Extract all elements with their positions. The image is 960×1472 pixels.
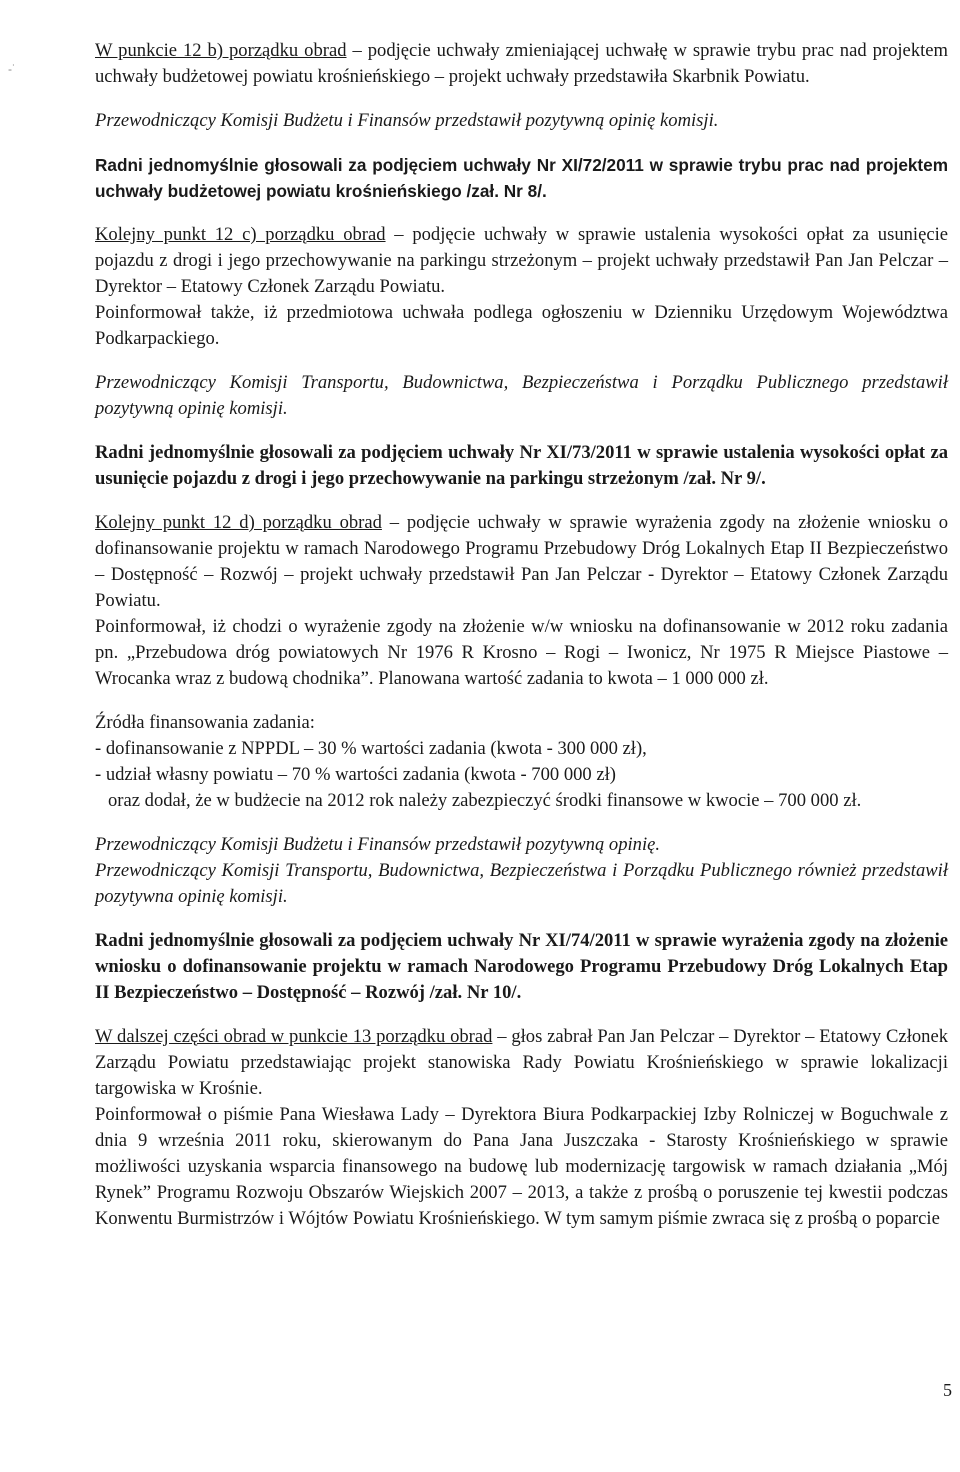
paragraph-text: Poinformował, iż chodzi o wyrażenie zgody na złożenie w/w wniosku na dofinansowanie w 2012 roku zadania pn. „Przebudowa dróg powiatowych Nr 1976 R Krosno – Rogi – Iwonicz, Nr 1975 R Miejsce Piastowe – Wrocanka wraz z budową chodnika”. Planowana wartość zadania to kwota – 1 000 000 zł. xyxy=(95,616,948,689)
paragraph-text: – głos zabrał Pan Jan Pelczar – Dyrektor – Etatowy Członek Zarządu Powiatu przedstawiając projekt stanowiska Rady Powiatu Krośnieńskiego w sprawie lokalizacji targowiska w Krośnie. xyxy=(95,1026,948,1099)
paragraph-text: Poinformował także, iż przedmiotowa uchwała podlega ogłoszeniu w Dzienniku Urzędowym Województwa Podkarpackiego. xyxy=(95,302,948,349)
resolution-vote: Radni jednomyślnie głosowali za podjęciem uchwały Nr XI/73/2011 w sprawie ustalenia wysokości opłat za usunięcie pojazdu z drogi i jego przechowywanie na parkingu strzeżonym /zał. Nr 9/. xyxy=(95,442,948,489)
agenda-item-reference: Kolejny punkt 12 d) porządku obrad xyxy=(95,512,382,533)
resolution-vote: Radni jednomyślnie głosowali za podjęciem uchwały Nr XI/74/2011 w sprawie wyrażenia zgody na złożenie wniosku o dofinansowanie projektu w ramach Narodowego Programu Przebudowy Dróg Lokalnych Etap II Bezpieczeństwo – Dostępność – Rozwój /zał. Nr 10/. xyxy=(95,930,948,1003)
paragraph-item-12b xyxy=(95,38,948,90)
paragraph-item-12d xyxy=(95,510,948,614)
resolution-vote: Radni jednomyślnie głosowali za podjęciem uchwały Nr XI/72/2011 w sprawie trybu prac nad projektem uchwały budżetowej powiatu krośnieńskiego /zał. Nr 8/. xyxy=(95,155,948,201)
committee-opinion: Przewodniczący Komisji Budżetu i Finansów przedstawił pozytywną opinię. xyxy=(95,834,661,855)
paragraph-text: Poinformował o piśmie Pana Wiesława Lady – Dyrektora Biura Podkarpackiej Izby Rolniczej w Boguchwale z dnia 9 września 2011 roku, skierowanym do Pana Jana Juszczaka - Starosty Krośnieńskiego w sprawie możliwości uzyskania wsparcia finansowego na budowę lub modernizację targowisk w ramach działania „Mój Rynek” Programu Rozwoju Obszarów Wiejskich 2007 – 2013, a także z prośbą o poruszenie tej kwestii podczas Konwentu Burmistrzów i Wójtów Powiatu Krośnieńskiego. W tym samym piśmie zwraca się z prośbą o poparcie xyxy=(95,1104,948,1229)
document-body xyxy=(95,38,948,1232)
agenda-item-reference: W punkcie 12 b) porządku obrad xyxy=(95,40,347,61)
page-number: 5 xyxy=(943,1380,952,1400)
paragraph-text: – podjęcie uchwały w sprawie ustalenia wysokości opłat za usunięcie pojazdu z drogi i jego przechowywanie na parkingu strzeżonym – projekt uchwały przedstawił Pan Jan Pelczar – Dyrektor – Etatowy Członek Zarządu Powiatu. xyxy=(95,224,949,297)
committee-opinion: Przewodniczący Komisji Transportu, Budownictwa, Bezpieczeństwa i Porządku Publicznego przedstawił pozytywną opinię komisji. xyxy=(95,372,948,419)
paragraph-item-12c xyxy=(95,222,948,300)
paragraph-item-13 xyxy=(95,1024,948,1102)
funding-item: - dofinansowanie z NPPDL – 30 % wartości zadania (kwota - 300 000 zł), xyxy=(95,738,647,759)
agenda-item-reference: Kolejny punkt 12 c) porządku obrad xyxy=(95,224,386,245)
agenda-item-reference: W dalszej części obrad w punkcie 13 porządku obrad xyxy=(95,1026,493,1047)
funding-note: oraz dodał, że w budżecie na 2012 rok należy zabezpieczyć środki finansowe w kwocie – 700 000 zł. xyxy=(108,790,862,811)
committee-opinion: Przewodniczący Komisji Budżetu i Finansów przedstawił pozytywną opinię komisji. xyxy=(95,110,719,131)
paragraph-text: – podjęcie uchwały w sprawie wyrażenia zgody na złożenie wniosku o dofinansowanie projektu w ramach Narodowego Programu Przebudowy Dróg Lokalnych Etap II Bezpieczeństwo – Dostępność – Rozwój – projekt uchwały przedstawił Pan Jan Pelczar - Dyrektor – Etatowy Członek Zarządu Powiatu. xyxy=(95,512,948,611)
paragraph-text: – podjęcie uchwały zmieniającej uchwałę w sprawie trybu prac nad projektem uchwały budżetowej powiatu krośnieńskiego – projekt uchwały przedstawiła Skarbnik Powiatu. xyxy=(95,40,948,87)
scan-artifact: -˙ xyxy=(8,62,16,76)
funding-heading: Źródła finansowania zadania: xyxy=(95,712,315,733)
committee-opinion: Przewodniczący Komisji Transportu, Budownictwa, Bezpieczeństwa i Porządku Publicznego również przedstawił pozytywna opinię komisji. xyxy=(95,860,948,907)
funding-item: - udział własny powiatu – 70 % wartości zadania (kwota - 700 000 zł) xyxy=(95,764,616,785)
